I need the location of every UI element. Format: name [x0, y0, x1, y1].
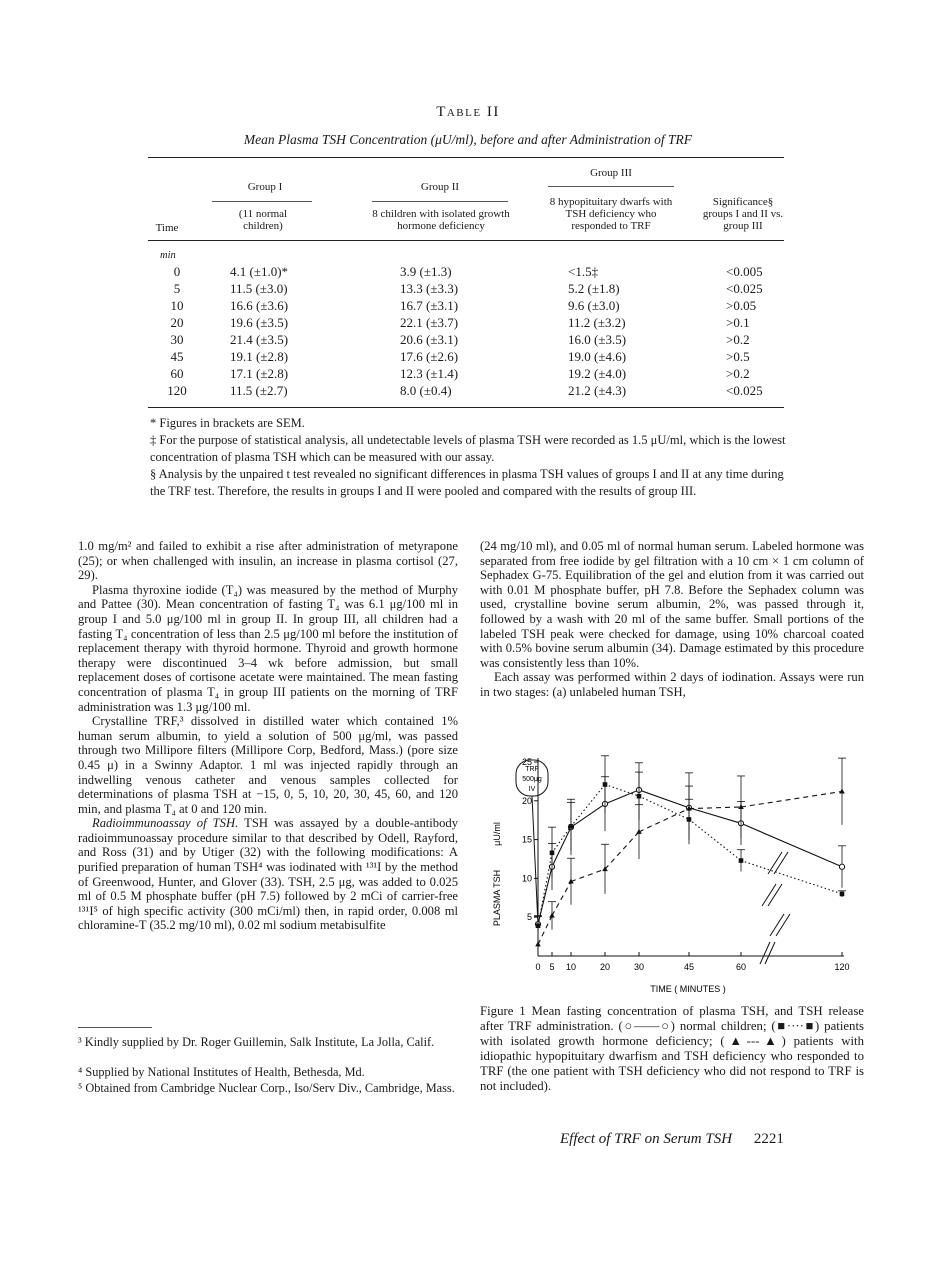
- header-time: Time: [155, 222, 179, 234]
- table-cell-significance: >0.5: [726, 349, 750, 364]
- y-tick-label: 15: [521, 834, 532, 845]
- y-axis-label: PLASMA TSH: [492, 869, 502, 927]
- data-point-square: [840, 892, 845, 897]
- table-cell-significance: <0.025: [726, 383, 763, 398]
- axis-break-mark: [765, 942, 775, 964]
- y-axis-unit: μU/ml: [492, 822, 502, 846]
- table-cell-significance: >0.2: [726, 366, 750, 381]
- table-cell-group-1: 11.5 (±3.0): [230, 281, 288, 296]
- group-2-rule: [372, 201, 508, 202]
- paragraph: [78, 816, 458, 933]
- table-cell-group-3: 19.0 (±4.6): [568, 349, 627, 364]
- figure-caption: Figure 1 Mean fasting concentration of plasma TSH, and TSH release after TRF administration. (○——○) normal children; (■····■) patients with isolated growth hormone deficiency; (▲---▲) patients with idiopathic hypopituitary dwarfism and TSH deficiency who responded to TRF (the one patient with TSH deficiency who did not respond to TRF is not included).: [480, 1004, 864, 1093]
- paragraph: (24 mg/10 ml), and 0.05 ml of normal human serum. Labeled hormone was separated from free iodide by gel filtration with a 10 cm × 1 cm column of Sephadex G-75. Equilibration of the gel and elution from it was carried out with 0.01 M phosphate buffer, pH 7.8. Before the Sephadex column was used, crystalline bovine serum albumin, 2%, was passed through it, followed by a wash with 20 ml of the same buffer. Small portions of the labeled TSH peak were checked for damage, using 10% charcoal coated with 0.5% bovine serum albumin (34). Damage estimated by this procedure was consistently less than 10%.: [480, 539, 864, 670]
- series-line-isolated-gh-deficiency: [605, 785, 639, 797]
- x-tick-label: 30: [633, 962, 645, 972]
- header-group-1: Group I: [247, 181, 283, 193]
- table-cell-group-1: 19.1 (±2.8): [230, 349, 289, 364]
- table-unit: min: [160, 250, 176, 261]
- table-cell-significance: >0.2: [726, 332, 750, 347]
- table-cell-group-2: 20.6 (±3.1): [400, 332, 459, 347]
- table-cell-group-1: 21.4 (±3.5): [230, 332, 289, 347]
- footnote-rule: [78, 1027, 152, 1028]
- table-row: [148, 264, 784, 281]
- series-line-tsh-deficiency: [689, 807, 741, 809]
- series-break-mark: [768, 852, 782, 874]
- x-tick-label: 5: [549, 962, 555, 972]
- group-1-rule: [212, 201, 312, 202]
- series-line-tsh-deficiency: [639, 809, 689, 832]
- paragraph: 1.0 mg/m² and failed to exhibit a rise after administration of metyrapone (25); or when challenged with insulin, an increase in plasma cortisol (27, 29).: [78, 539, 458, 583]
- series-line-isolated-gh-deficiency: [689, 819, 741, 860]
- table-caption: Mean Plasma TSH Concentration (μU/ml), before and after Administration of TRF: [243, 132, 693, 147]
- table-cell-time: 60: [170, 366, 184, 381]
- axis-break-mark: [760, 942, 770, 964]
- x-axis-label: TIME ( MINUTES ): [650, 984, 726, 994]
- table-cell-time: 45: [170, 349, 184, 364]
- footnote-5: ⁵ Obtained from Cambridge Nuclear Corp., Iso/Serv Div., Cambridge, Mass.: [78, 1081, 455, 1095]
- trf-annotation: [516, 760, 548, 796]
- table-cell-group-2: 16.7 (±3.1): [400, 298, 459, 313]
- table-cell-significance: >0.05: [726, 298, 757, 313]
- x-tick-label: 120: [834, 962, 850, 972]
- data-point-triangle: [535, 941, 541, 946]
- series-line-isolated-gh-deficiency: [741, 861, 842, 894]
- table-cell-group-2: 3.9 (±1.3): [400, 264, 452, 279]
- footnote-3: ³ Kindly supplied by Dr. Roger Guillemin, Salk Institute, La Jolla, Calif.: [78, 1035, 435, 1049]
- paragraph: Plasma thyroxine iodide (T₄) was measured by the method of Murphy and Pattee (30). Mean concentration of fasting T₄ was 6.1 μg/100 ml in group I and 5.0 μg/100 ml in group II. In group III, all children had a fasting T₄ concentration of less than 2.5 μg/100 ml before the institution of replacement therapy with thyroid hormone. Thyroid and growth hormone therapy were discontinued 3–4 wk before admission, but small replacement doses of cortisone acetate were maintained. The mean fasting concentration of plasma T₄ in group III patients on the morning of TRF administration was 1.3 μg/100 ml.: [78, 582, 458, 714]
- series-break-mark: [774, 852, 788, 874]
- trf-injection-marker: [532, 796, 538, 925]
- table-cell-group-3: <1.5‡: [568, 264, 599, 279]
- header-group-2: Group II: [420, 181, 460, 193]
- series-break-mark: [768, 884, 782, 906]
- data-point-circle: [839, 864, 844, 869]
- table-cell-time: 0: [173, 264, 181, 279]
- series-break-mark: [776, 914, 790, 936]
- header-group-1-sub: (11 normal children): [238, 208, 288, 232]
- series-line-tsh-deficiency: [538, 916, 552, 945]
- table-bottom-rule: [148, 407, 784, 408]
- table-row: [148, 366, 784, 383]
- series-line-normal-children: [552, 827, 571, 867]
- series-line-isolated-gh-deficiency: [639, 796, 689, 819]
- series-line-tsh-deficiency: [605, 832, 639, 869]
- table-cell-group-2: 12.3 (±1.4): [400, 366, 459, 381]
- tsh-line-chart: [478, 748, 858, 1008]
- data-point-triangle: [839, 788, 845, 793]
- table-cell-time: 5: [173, 281, 181, 296]
- table-footnote: § Analysis by the unpaired t test revealed no significant differences in plasma TSH values of groups I and II at any time during the TRF test. Therefore, the results in groups I and II were pooled and compared with the results of group III.: [150, 467, 784, 498]
- x-tick-label: 45: [683, 962, 695, 972]
- series-line-tsh-deficiency: [741, 791, 842, 807]
- table-cell-group-3: 19.2 (±4.0): [568, 366, 627, 381]
- table-cell-group-1: 19.6 (±3.5): [230, 315, 289, 330]
- table-title: Table II: [436, 104, 500, 120]
- table-cell-group-2: 8.0 (±0.4): [400, 383, 452, 398]
- chart-marks: [522, 756, 850, 972]
- page-number: 2221: [753, 1131, 784, 1147]
- table-cell-time: 20: [170, 315, 184, 330]
- paragraph: Each assay was performed within 2 days of iodination. Assays were run in two stages: (a) unlabeled human TSH,: [480, 670, 864, 699]
- table-cell-group-3: 16.0 (±3.5): [568, 332, 627, 347]
- series-line-isolated-gh-deficiency: [571, 785, 605, 827]
- data-point-square: [550, 850, 555, 855]
- table-cell-significance: >0.1: [726, 315, 750, 330]
- data-point-square: [569, 824, 574, 829]
- series-line-isolated-gh-deficiency: [552, 826, 571, 852]
- table-top-rule: [148, 157, 784, 158]
- figure-1: [478, 748, 858, 1008]
- header-group-2-sub: 8 children with isolated growth hormone deficiency: [372, 208, 510, 232]
- data-point-square: [637, 794, 642, 799]
- data-point-triangle: [549, 913, 555, 918]
- table-cell-group-1: 16.6 (±3.6): [230, 298, 289, 313]
- series-line-tsh-deficiency: [552, 882, 571, 916]
- series-line-normal-children: [639, 790, 689, 808]
- table-cell-significance: <0.005: [726, 264, 763, 279]
- series-line-normal-children: [741, 823, 842, 866]
- series-break-mark: [770, 914, 784, 936]
- x-tick-label: 60: [735, 962, 747, 972]
- table-cell-group-2: 17.6 (±2.6): [400, 349, 459, 364]
- data-point-square: [536, 923, 541, 928]
- series-line-tsh-deficiency: [571, 869, 605, 881]
- x-tick-label: 0: [535, 962, 541, 972]
- left-column: [78, 539, 458, 933]
- trf-label-2: 500μg: [522, 776, 542, 783]
- paragraph-text: TSH was assayed by a double-antibody radioimmunoassay procedure similar to that described by Odell, Rayford, and Ross (31) and by Utiger (32) with the following modifications: A purified preparation of human TSH⁴ was iodinated with ¹³¹I by the method of Greenwood, Hunter, and Glover (33). TSH, 2.5 μg, was added to 0.025 ml of 0.5 M phosphate buffer (pH 7.5) followed by 2 mCi of carrier-free ¹³¹I⁵ of high specific activity (300 mCi/ml) then, in rapid order, 0.008 ml chloramine-T (35.2 mg/10 ml), 0.02 ml sodium metabisulfite: [78, 816, 458, 933]
- trf-label-3: IV: [528, 786, 536, 793]
- table-cell-group-1: 17.1 (±2.8): [230, 366, 289, 381]
- y-tick-label: 10: [521, 873, 532, 884]
- table-row: [148, 383, 784, 400]
- table-cell-time: 120: [167, 383, 187, 398]
- data-point-square: [739, 858, 744, 863]
- y-tick-label: 20: [521, 795, 532, 806]
- series-line-normal-children: [605, 790, 639, 804]
- table-cell-time: 10: [170, 298, 184, 313]
- running-title: Effect of TRF on Serum TSH: [560, 1131, 733, 1147]
- x-tick-label: 20: [599, 962, 611, 972]
- subsection-heading: Radioimmunoassay of TSH.: [92, 816, 239, 831]
- table-cell-group-3: 11.2 (±3.2): [568, 315, 626, 330]
- running-footer: [560, 1131, 784, 1148]
- table-cell-group-3: 5.2 (±1.8): [568, 281, 620, 296]
- table-row: [148, 349, 784, 366]
- table-cell-group-1: 11.5 (±2.7): [230, 383, 288, 398]
- table-row: [148, 332, 784, 349]
- table-cell-group-2: 13.3 (±3.3): [400, 281, 459, 296]
- table-footnote: * Figures in brackets are SEM.: [150, 416, 305, 430]
- table-row: [148, 315, 784, 332]
- table-cell-time: 30: [170, 332, 184, 347]
- table-cell-group-1: 4.1 (±1.0)*: [230, 264, 289, 279]
- header-significance: Significance§ groups I and II vs. group III: [702, 196, 784, 232]
- table-cell-group-3: 9.6 (±3.0): [568, 298, 620, 313]
- y-tick-label: 5: [526, 912, 532, 923]
- series-line-normal-children: [571, 804, 605, 827]
- table-footnote: ‡ For the purpose of statistical analysis, all undetectable levels of plasma TSH were recorded as 1.5 μU/ml, which is the lowest concentration of plasma TSH which can be measured with our assay.: [150, 433, 786, 464]
- group-3-rule: [548, 186, 674, 187]
- table-cell-group-2: 22.1 (±3.7): [400, 315, 459, 330]
- table-header-rule: [148, 240, 784, 241]
- x-tick-label: 10: [565, 962, 577, 972]
- y-tick-label: 25: [521, 757, 532, 767]
- table-row: [148, 298, 784, 315]
- paragraph: Crystalline TRF,³ dissolved in distilled water which contained 1% human serum albumin, to yield a solution of 500 μg/ml, was passed through two Millipore filters (Millipore Corp, Bedford, Mass.) (pore size 0.45 μ) in a Swinny Adaptor. 1 ml was injected rapidly through an indwelling venous catheter and venous samples collected for determinations of plasma TSH at −15, 0, 5, 10, 20, 30, 45, 60, and 120 min, and plasma T₄ at 0 and 120 min.: [78, 714, 458, 816]
- data-point-square: [603, 782, 608, 787]
- header-group-3: Group III: [590, 167, 632, 179]
- table-cell-group-3: 21.2 (±4.3): [568, 383, 627, 398]
- right-column: [480, 539, 864, 700]
- table-cell-significance: <0.025: [726, 281, 763, 296]
- series-line-normal-children: [689, 808, 741, 824]
- series-break-mark: [762, 884, 776, 906]
- footnote-4: ⁴ Supplied by National Institutes of Health, Bethesda, Md.: [78, 1065, 365, 1079]
- table-row: [148, 281, 784, 298]
- trf-label-1: TRF: [525, 766, 539, 773]
- header-group-3-sub: 8 hypopituitary dwarfs with TSH deficiency who responded to TRF: [549, 196, 673, 232]
